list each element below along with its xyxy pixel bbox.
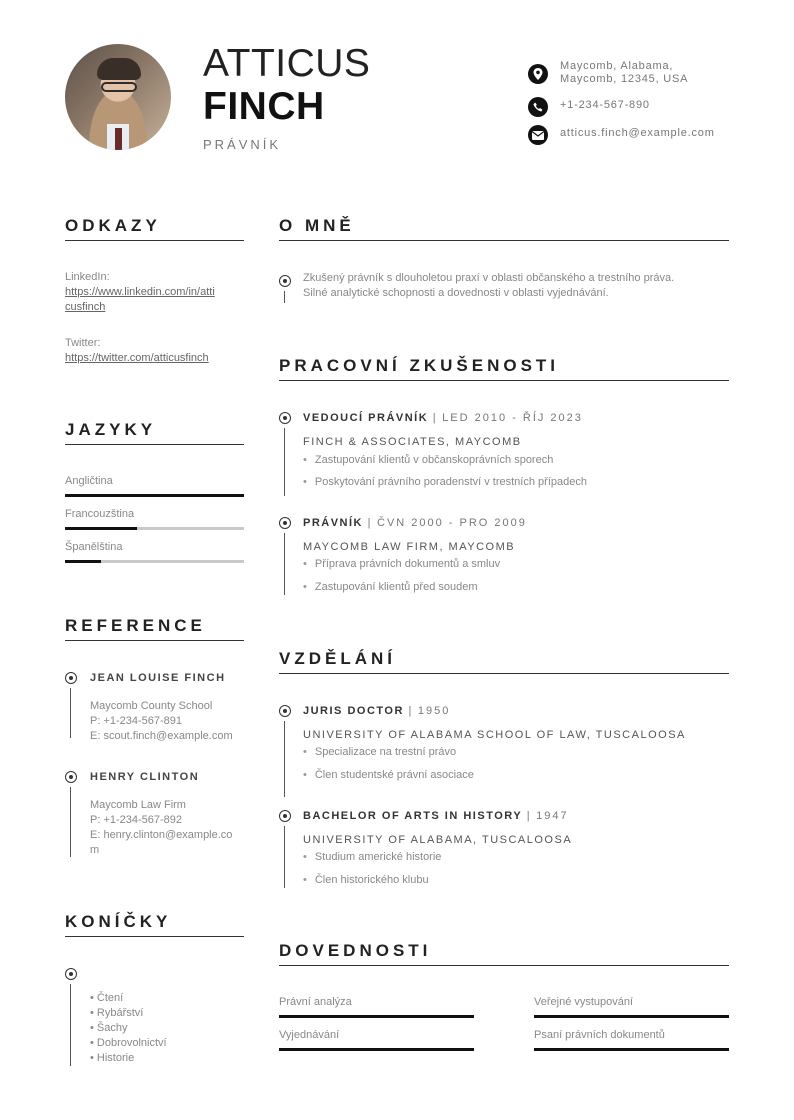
linkedin-block	[65, 270, 245, 315]
list-item: • Dobrovolnictví	[90, 1037, 167, 1049]
twitter-link[interactable]: https://twitter.com/atticusfinch	[65, 352, 209, 364]
language-name: Španělština	[65, 541, 123, 553]
skill-name: Psaní právních dokumentů	[534, 1029, 665, 1041]
reference-details: Maycomb Law Firm P: +1-234-567-892 E: henry.clinton@example.co m	[90, 799, 233, 856]
timeline-dot	[279, 810, 291, 822]
experience-title: PRACOVNÍ ZKUŠENOSTI	[279, 356, 560, 375]
education-school: UNIVERSITY OF ALABAMA SCHOOL OF LAW, TUSCALOOSA	[303, 729, 686, 741]
hobbies-rule	[65, 936, 244, 937]
last-name: FINCH	[203, 85, 325, 128]
phone-icon	[528, 97, 548, 117]
hobbies-list	[90, 991, 167, 1066]
job-heading: VEDOUCÍ PRÁVNÍK | LED 2010 - ŘÍJ 2023	[303, 412, 583, 424]
education-school: UNIVERSITY OF ALABAMA, TUSCALOOSA	[303, 834, 573, 846]
education-rule	[279, 673, 729, 674]
twitter-label: Twitter:	[65, 337, 101, 349]
reference-name: HENRY CLINTON	[90, 771, 200, 783]
skill-bar	[534, 1048, 729, 1051]
timeline-dot	[65, 771, 77, 783]
job-heading: PRÁVNÍK | ČVN 2000 - PRO 2009	[303, 517, 527, 529]
timeline-line	[70, 688, 71, 738]
timeline-dot	[279, 705, 291, 717]
job-company: MAYCOMB LAW FIRM, MAYCOMB	[303, 541, 516, 553]
skills-rule	[279, 965, 729, 966]
timeline-line	[284, 291, 285, 303]
profile-photo	[65, 44, 171, 150]
languages-rule	[65, 444, 244, 445]
timeline-line	[284, 721, 285, 797]
email: atticus.finch@example.com	[560, 127, 715, 139]
timeline-dot	[65, 672, 77, 684]
timeline-line	[284, 826, 285, 888]
list-item: • Zastupování klientů v občanskoprávních sporech	[303, 454, 553, 466]
language-bar	[65, 494, 244, 497]
address: Maycomb, Alabama, Maycomb, 12345, USA	[560, 60, 689, 85]
timeline-line	[70, 984, 71, 1066]
skill-bar	[279, 1048, 474, 1051]
skill-bar	[534, 1015, 729, 1018]
experience-rule	[279, 380, 729, 381]
links-title: ODKAZY	[65, 216, 161, 235]
timeline-line	[70, 787, 71, 857]
skills-title: DOVEDNOSTI	[279, 941, 432, 960]
list-item: • Člen studentské právní asociace	[303, 769, 474, 781]
timeline-line	[284, 428, 285, 496]
first-name: ATTICUS	[203, 42, 371, 85]
timeline-dot	[279, 275, 291, 287]
list-item: • Příprava právních dokumentů a smluv	[303, 558, 500, 570]
list-item: • Šachy	[90, 1022, 128, 1034]
list-item: • Čtení	[90, 992, 124, 1004]
location-icon	[528, 64, 548, 84]
timeline-dot	[279, 412, 291, 424]
list-item: • Rybářství	[90, 1007, 144, 1019]
education-title: VZDĚLÁNÍ	[279, 649, 396, 668]
about-title: O MNĚ	[279, 216, 355, 235]
hobbies-title: KONÍČKY	[65, 912, 172, 931]
job-company: FINCH & ASSOCIATES, MAYCOMB	[303, 436, 522, 448]
list-item: • Člen historického klubu	[303, 874, 429, 886]
list-item: • Historie	[90, 1052, 135, 1064]
references-title: REFERENCE	[65, 616, 206, 635]
linkedin-link[interactable]: https://www.linkedin.com/in/atti cusfinch	[65, 286, 215, 313]
reference-name: JEAN LOUISE FINCH	[90, 672, 226, 684]
phone: +1-234-567-890	[560, 99, 650, 111]
language-bar	[65, 527, 244, 530]
skill-name: Právní analýza	[279, 996, 352, 1008]
skill-bar	[279, 1015, 474, 1018]
linkedin-label: LinkedIn:	[65, 271, 110, 283]
list-item: • Studium americké historie	[303, 851, 441, 863]
language-name: Angličtina	[65, 475, 113, 487]
education-heading: BACHELOR OF ARTS IN HISTORY | 1947	[303, 810, 569, 822]
about-rule	[279, 240, 729, 241]
timeline-line	[284, 533, 285, 595]
references-rule	[65, 640, 244, 641]
languages-title: JAZYKY	[65, 420, 157, 439]
timeline-dot	[65, 968, 77, 980]
links-rule	[65, 240, 244, 241]
language-bar	[65, 560, 244, 563]
job-title: PRÁVNÍK	[203, 137, 282, 152]
timeline-dot	[279, 517, 291, 529]
email-icon	[528, 125, 548, 145]
list-item: • Poskytování právního poradenství v trestních případech	[303, 476, 587, 488]
skill-name: Vyjednávání	[279, 1029, 340, 1041]
education-heading: JURIS DOCTOR | 1950	[303, 705, 451, 717]
skill-name: Veřejné vystupování	[534, 996, 634, 1008]
list-item: • Specializace na trestní právo	[303, 746, 456, 758]
about-text: Zkušený právník s dlouholetou praxí v oblasti občanského a trestního práva. Silné analytické schopnosti a dovednosti v oblasti vyjednávání.	[303, 272, 675, 299]
list-item: • Zastupování klientů před soudem	[303, 581, 478, 593]
language-name: Francouzština	[65, 508, 135, 520]
twitter-block	[65, 336, 245, 366]
reference-details: Maycomb County School P: +1-234-567-891 E: scout.finch@example.com	[90, 700, 233, 742]
